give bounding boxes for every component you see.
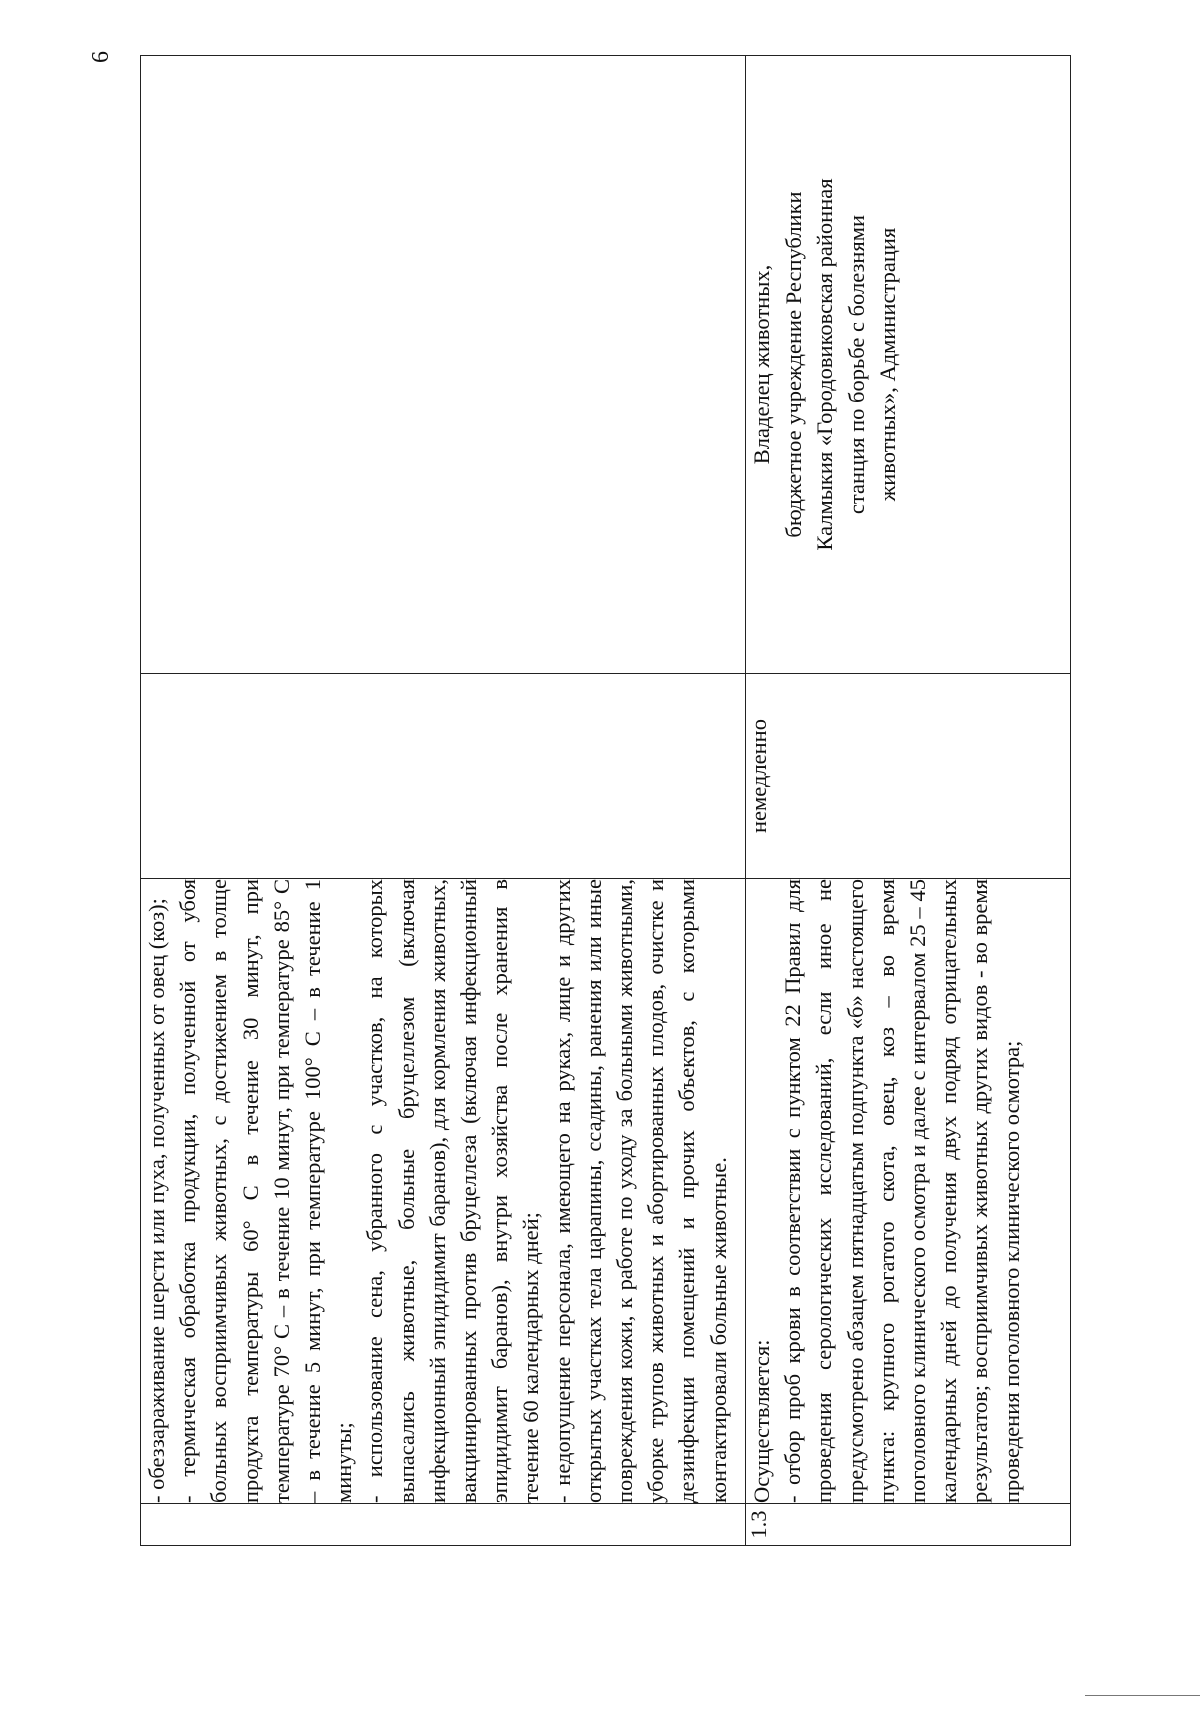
footnote-divider: [1085, 1695, 1200, 1696]
measure-paragraph: - отбор проб крови в соответствии с пунктом 22 Правил для проведения серологических исследований, если иное не предусмотрено абзацем пятнадцатым подпункта «б» настоящего пункта: крупного рогатого скота, овец, коз – во время поголовного клинического осмотра и далее с интервалом 25 – 45 календарных дней до получения двух подряд отрицательных результатов; восприимчивых животных других видов - во время проведения поголовного клинического осмотра;: [780, 879, 1024, 1503]
measure-paragraph: Осуществляется:: [749, 1339, 774, 1503]
measures-cell: [746, 879, 1071, 1504]
measure-paragraph: - обеззараживание шерсти или пуха, полученных от овец (коз);: [144, 898, 169, 1503]
responsible-line: животных», Администрация: [875, 227, 900, 502]
responsible-line: бюджетное учреждение Республики: [780, 191, 806, 538]
term-cell: [141, 674, 746, 879]
responsible-cell: [141, 56, 746, 674]
responsible-line: Калмыкия «Городовиковская районная: [812, 178, 837, 551]
table-row: [746, 56, 1071, 1546]
measure-paragraph: - недопущение персонала, имеющего на руках, лице и других открытых участках тела царапины, ссадины, ранения или иные повреждения кожи, к работе по уходу за больными животными, уборке трупов животных и абортированных плодов, очистке и дезинфекции помещений и прочих объектов, с которыми контактировали больные животные.: [549, 879, 731, 1503]
page-number: 6: [88, 51, 114, 63]
measure-paragraph: - термическая обработка продукции, полученной от убоя больных восприимчивых животных, с достижением в толще продукта температуры 60° С в течение 30 минут, при температуре 70° С – в течение 10 минут, при температуре 85° С – в течение 5 минут, при температуре 100° С – в течение 1 минуты;: [175, 879, 357, 1503]
term-cell: немедленно: [746, 674, 1071, 879]
responsible-line: Владелец животных,: [749, 264, 774, 465]
measures-cell: [141, 879, 746, 1504]
row-number-cell: [141, 1504, 746, 1546]
responsible-cell: [746, 56, 1071, 674]
row-number-cell: 1.3: [746, 1504, 1071, 1546]
table-row: [141, 56, 746, 1546]
responsible-line: станция по борьбе с болезнями: [843, 214, 869, 515]
measure-paragraph: - использование сена, убранного с участков, на которых выпасались животные, больные бруцеллезом (включая инфекционный эпидидимит баранов), для кормления животных, вакцинированных против бруцеллеза (включая инфекционный эпидидимит баранов), внутри хозяйства после хранения в течение 60 календарных дней;: [362, 879, 544, 1503]
document-table: [140, 55, 1071, 1546]
